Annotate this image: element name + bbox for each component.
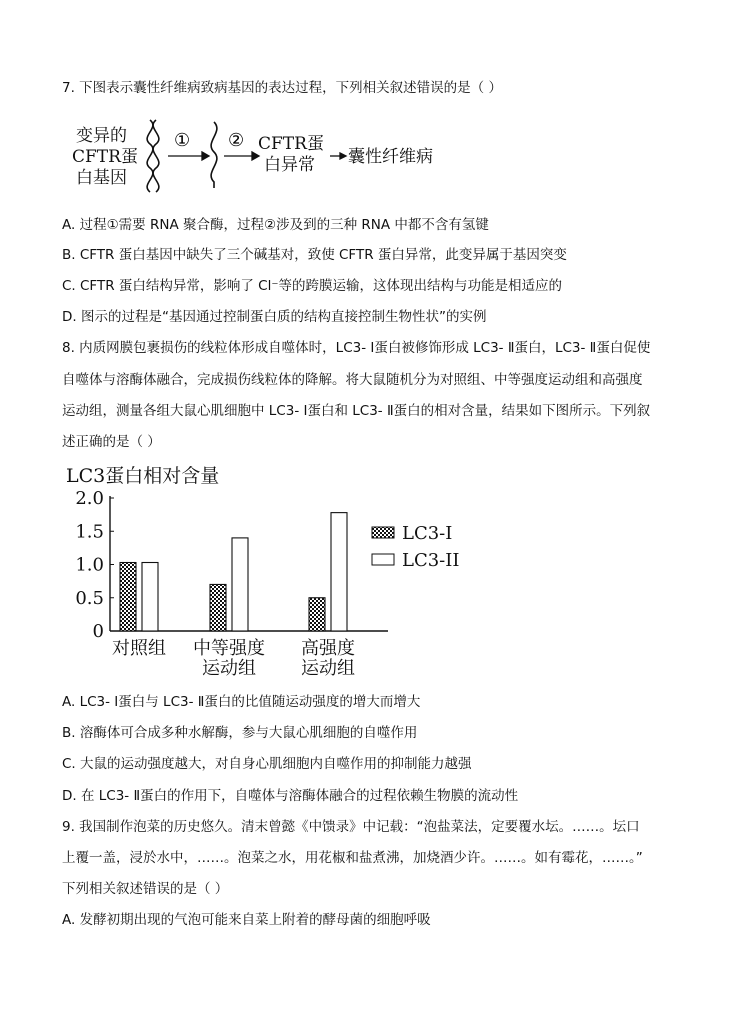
- q8-option-b: B. 溶酶体可合成多种水解酶，参与大鼠心肌细胞的自噬作用: [62, 725, 418, 741]
- mrna-strand-icon: [211, 122, 217, 188]
- y-tick-label: 1.5: [75, 521, 104, 543]
- legend-label: LC3-I: [402, 523, 453, 544]
- x-category-label: 对照组: [112, 638, 166, 659]
- transcription-arrow: [168, 152, 209, 160]
- chart-title: LC3蛋白相对含量: [66, 465, 220, 487]
- y-tick-label: 2.0: [75, 488, 104, 509]
- q7-option-d: D. 图示的过程是“基因通过控制蛋白质的结构直接控制生物性状”的实例: [62, 309, 487, 325]
- y-tick-label: 0: [92, 621, 104, 642]
- protein-label-line2: 白异常: [264, 155, 315, 175]
- bar-lc3-ii: [331, 513, 347, 631]
- q7-option-a: A. 过程①需要 RNA 聚合酶，过程②涉及到的三种 RNA 中都不含有氢键: [62, 217, 489, 233]
- bar-lc3-ii: [142, 563, 158, 631]
- disease-label: 囊性纤维病: [348, 147, 433, 167]
- x-category-label: 运动组: [301, 658, 355, 679]
- gene-label-line2: CFTR蛋: [72, 147, 138, 167]
- protein-label-line1: CFTR蛋: [258, 134, 324, 154]
- legend-swatch: [372, 554, 394, 565]
- y-tick-label: 0.5: [75, 587, 104, 609]
- q9-stem-line3: 下列相关叙述错误的是（ ）: [62, 881, 229, 897]
- q7-option-c: C. CFTR 蛋白结构异常，影响了 Cl⁻等的跨膜运输，这体现出结构与功能是相适应的: [62, 278, 562, 294]
- q8-option-c: C. 大鼠的运动强度越大，对自身心肌细胞内自噬作用的抑制能力越强: [62, 756, 472, 772]
- x-category-label: 运动组: [202, 658, 256, 679]
- q8-option-d: D. 在 LC3- Ⅱ蛋白的作用下，自噬体与溶酶体融合的过程依赖生物膜的流动性: [62, 788, 519, 804]
- bar-lc3-i: [309, 598, 325, 631]
- q7-expression-diagram: [68, 116, 488, 196]
- bar-lc3-ii: [232, 538, 248, 631]
- step-2-label: ②: [228, 130, 245, 151]
- q7-option-b: B. CFTR 蛋白基因中缺失了三个碱基对，致使 CFTR 蛋白异常，此变异属于基因突变: [62, 247, 567, 263]
- bar-lc3-i: [120, 563, 136, 631]
- q9-stem-line2: 上覆一盖，浸於水中，……。泡菜之水，用花椒和盐煮沸，加烧酒少许。……。如有霉花，……。”: [62, 850, 643, 866]
- step-1-label: ①: [174, 130, 191, 151]
- gene-label-line3: 白基因: [76, 168, 127, 188]
- disease-arrow: [330, 153, 346, 159]
- lc3-bar-chart: [62, 458, 482, 688]
- q8-stem-line1: 8. 内质网膜包裹损伤的线粒体形成自噬体时，LC3- Ⅰ蛋白被修饰形成 LC3- Ⅱ蛋白，LC3- Ⅱ蛋白促使: [62, 340, 651, 356]
- q8-option-a: A. LC3- Ⅰ蛋白与 LC3- Ⅱ蛋白的比值随运动强度的增大而增大: [62, 694, 421, 710]
- q8-stem-line3: 运动组，测量各组大鼠心肌细胞中 LC3- Ⅰ蛋白和 LC3- Ⅱ蛋白的相对含量，结果如下图所示。下列叙: [62, 403, 651, 419]
- gene-label-line1: 变异的: [76, 126, 127, 146]
- q8-stem-line4: 述正确的是（ ）: [62, 434, 161, 450]
- legend-label: LC3-II: [402, 550, 460, 571]
- bar-lc3-i: [210, 584, 226, 631]
- x-category-label: 高强度: [301, 638, 355, 659]
- translation-arrow: [224, 152, 259, 160]
- q8-stem-line2: 自噬体与溶酶体融合，完成损伤线粒体的降解。将大鼠随机分为对照组、中等强度运动组和高强度: [62, 372, 643, 388]
- legend-swatch: [372, 527, 394, 538]
- q7-stem: 7. 下图表示囊性纤维病致病基因的表达过程，下列相关叙述错误的是（ ）: [62, 80, 502, 96]
- x-category-label: 中等强度: [193, 638, 265, 659]
- y-tick-label: 1.0: [75, 554, 104, 576]
- q9-stem-line1: 9. 我国制作泡菜的历史悠久。清末曾懿《中馈录》中记载：“泡盐菜法，定要覆水坛。……。坛口: [62, 819, 640, 835]
- q9-option-a: A. 发酵初期出现的气泡可能来自菜上附着的酵母菌的细胞呼吸: [62, 912, 431, 928]
- dna-helix-icon: [147, 120, 159, 192]
